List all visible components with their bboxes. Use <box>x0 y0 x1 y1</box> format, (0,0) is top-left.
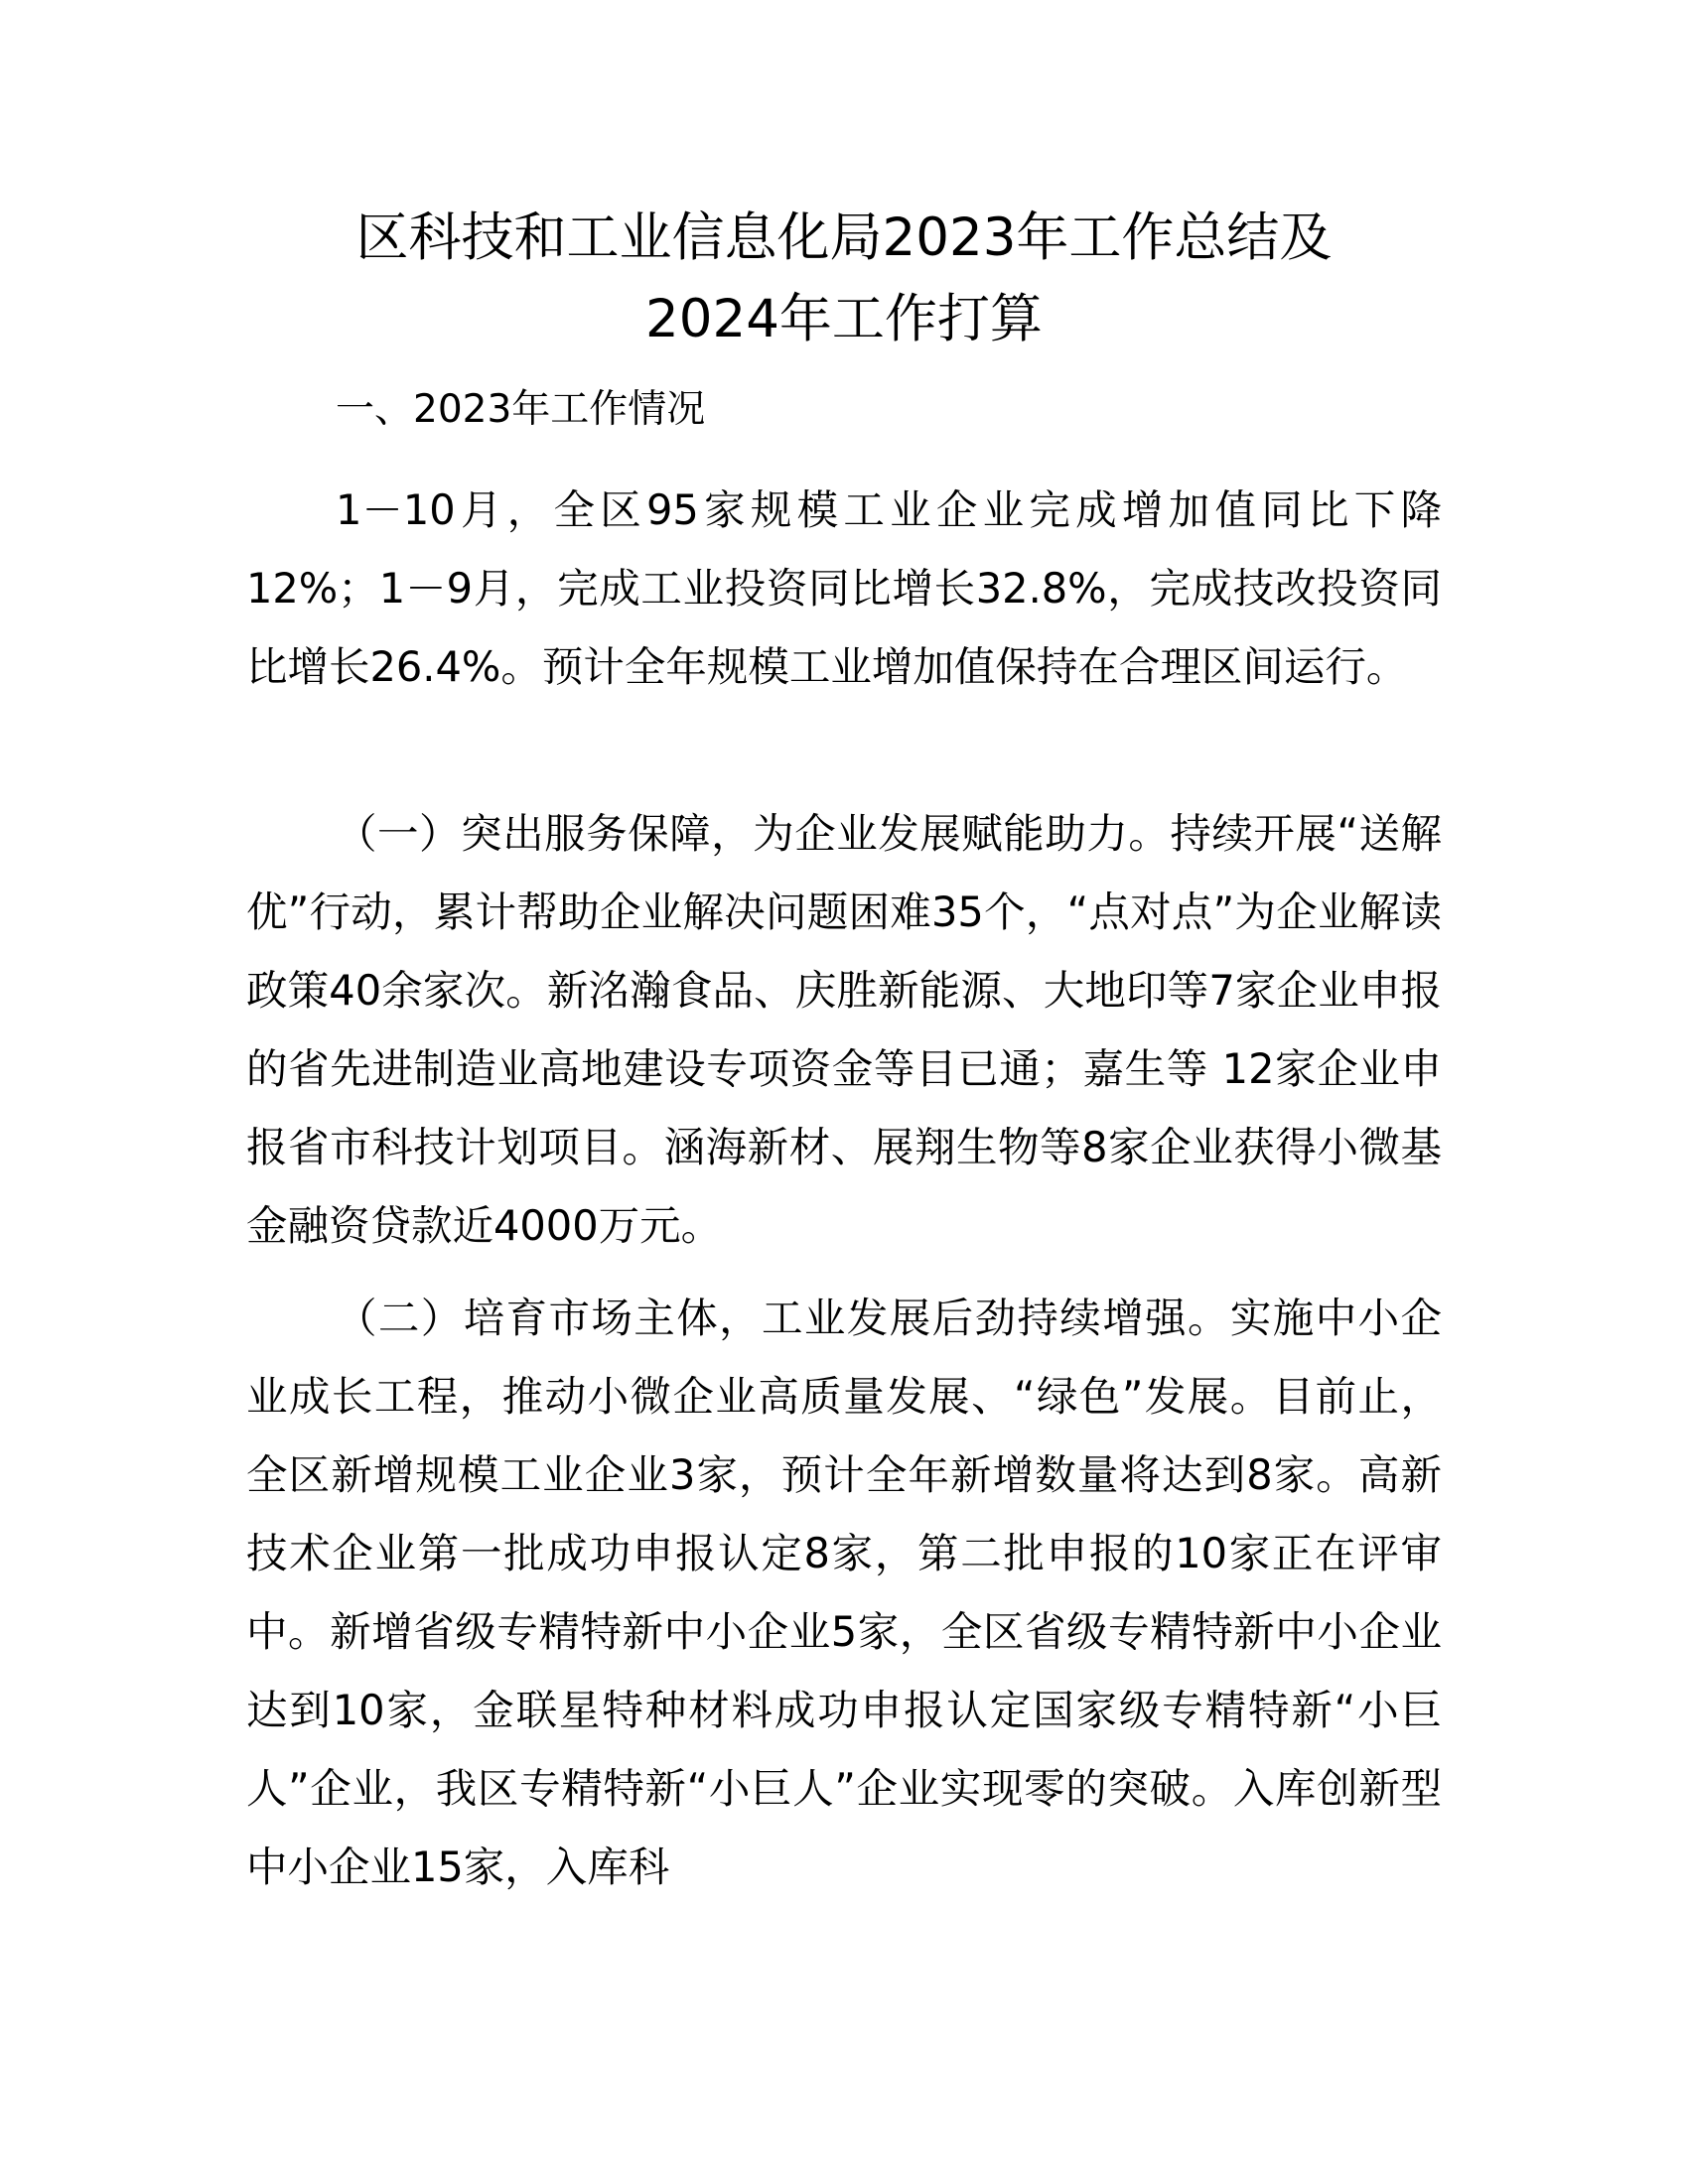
paragraph-service-support: （一）突出服务保障，为企业发展赋能助力。持续开展“送解优”行动，累计帮助企业解决问题困难35个，“点对点”为企业解读政策40余家次。新洺瀚食品、庆胜新能源、大地印等7家企业申报的省先进制造业高地建设专项资金等目已通；嘉生等 12家企业申报省市科技计划项目。涵海新材、展翔生物等8家企业获得小微基金融资贷款近4000万元。 <box>246 809 1442 1250</box>
paragraph-market-entities: （二）培育市场主体，工业发展后劲持续增强。实施中小企业成长工程，推动小微企业高质量发展、“绿色”发展。目前止，全区新增规模工业企业3家，预计全年新增数量将达到8家。高新技术企业第一批成功申报认定8家，第二批申报的10家正在评审中。新增省级专精特新中小企业5家，全区省级专精特新中小企业达到10家，金联星特种材料成功申报认定国家级专精特新“小巨人”企业，我区专精特新“小巨人”企业实现零的突破。入库创新型中小企业15家，入库科 <box>246 1294 1442 1891</box>
document-title-line-1: 区科技和工业信息化局2023年工作总结及 <box>355 207 1333 268</box>
paragraph-overview: 1－10月，全区95家规模工业企业完成增加值同比下降12%；1－9月，完成工业投资同比增长32.8%，完成技改投资同比增长26.4%。预计全年规模工业增加值保持在合理区间运行。 <box>246 485 1442 691</box>
document-title-line-2: 2024年工作打算 <box>645 289 1043 349</box>
section-heading: 一、2023年工作情况 <box>336 387 706 432</box>
